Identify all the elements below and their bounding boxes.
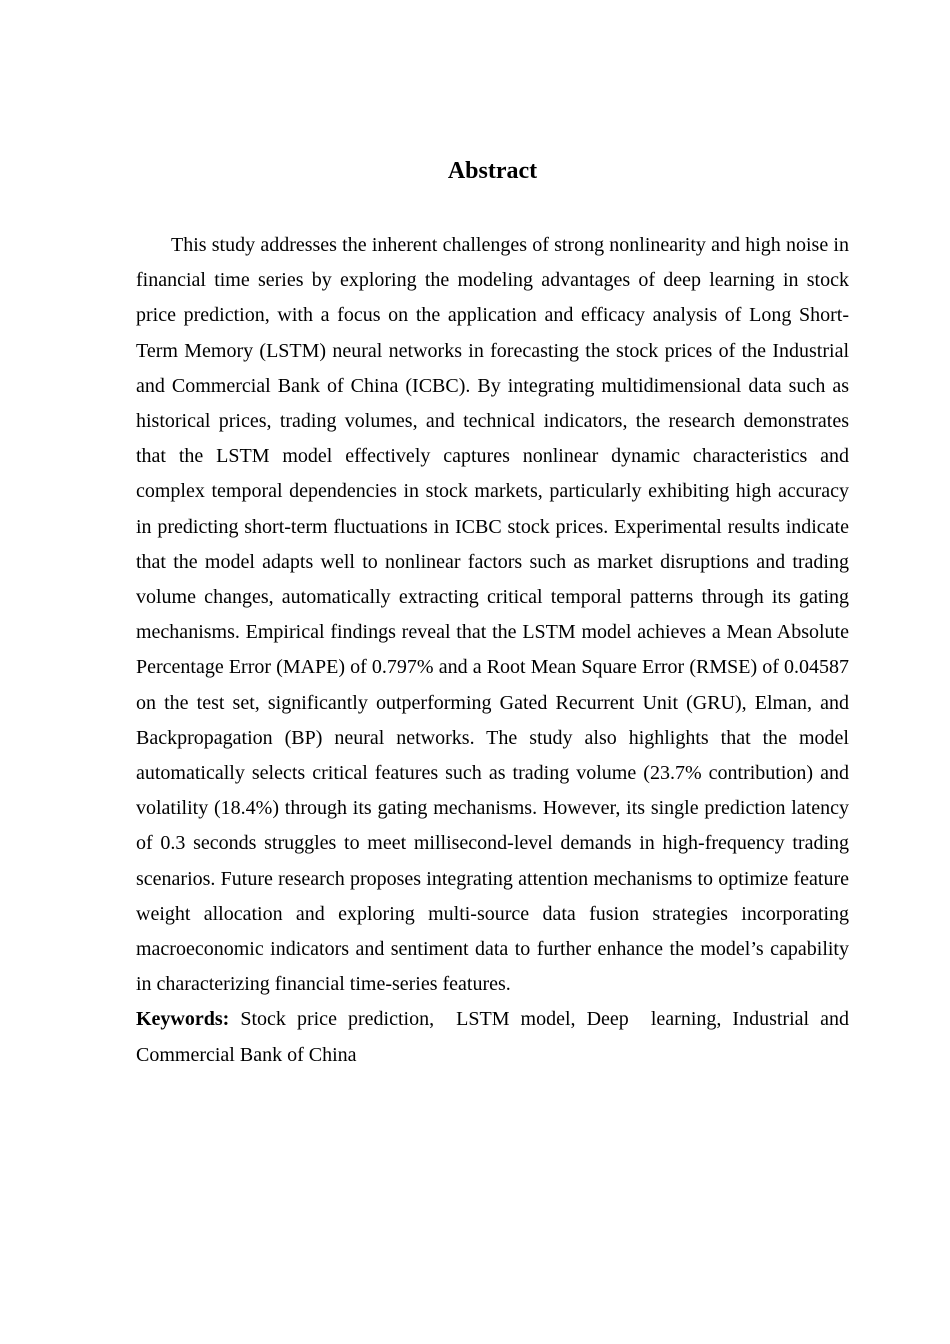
keywords-label: Keywords:: [136, 1008, 230, 1031]
keywords-paragraph: [136, 1002, 854, 1072]
keywords-text: Stock price prediction, LSTM model, Deep learning, Industrial and Commercial Bank of China: [136, 1008, 854, 1066]
abstract-title: Abstract: [447, 158, 538, 184]
abstract-content: [136, 0, 854, 1073]
abstract-paragraph: This study addresses the inherent challenges of strong nonlinearity and high noise in financial time series by exploring the modeling advantages of deep learning in stock price prediction, with a focus on the application and efficacy analysis of Long Short-Term Memory (LSTM) neural networks in forecasting the stock prices of the Industrial and Commercial Bank of China (ICBC). By integrating multidimensional data such as historical prices, trading volumes, and technical indicators, the research demonstrates that the LSTM model effectively captures nonlinear dynamic characteristics and complex temporal dependencies in stock markets, particularly exhibiting high accuracy in predicting short-term fluctuations in ICBC stock prices. Experimental results indicate that the model adapts well to nonlinear factors such as market disruptions and trading volume changes, automatically extracting critical temporal patterns through its gating mechanisms. Empirical findings reveal that the LSTM model achieves a Mean Absolute Percentage Error (MAPE) of 0.797% and a Root Mean Square Error (RMSE) of 0.04587 on the test set, significantly outperforming Gated Recurrent Unit (GRU), Elman, and Backpropagation (BP) neural networks. The study also highlights that the model automatically selects critical features such as trading volume (23.7% contribution) and volatility (18.4%) through its gating mechanisms. However, its single prediction latency of 0.3 seconds struggles to meet millisecond-level demands in high-frequency trading scenarios. Future research proposes integrating attention mechanisms to optimize feature weight allocation and exploring multi-source data fusion strategies incorporating macroeconomic indicators and sentiment data to further enhance the model’s capability in characterizing financial time-series features.: [136, 234, 849, 996]
